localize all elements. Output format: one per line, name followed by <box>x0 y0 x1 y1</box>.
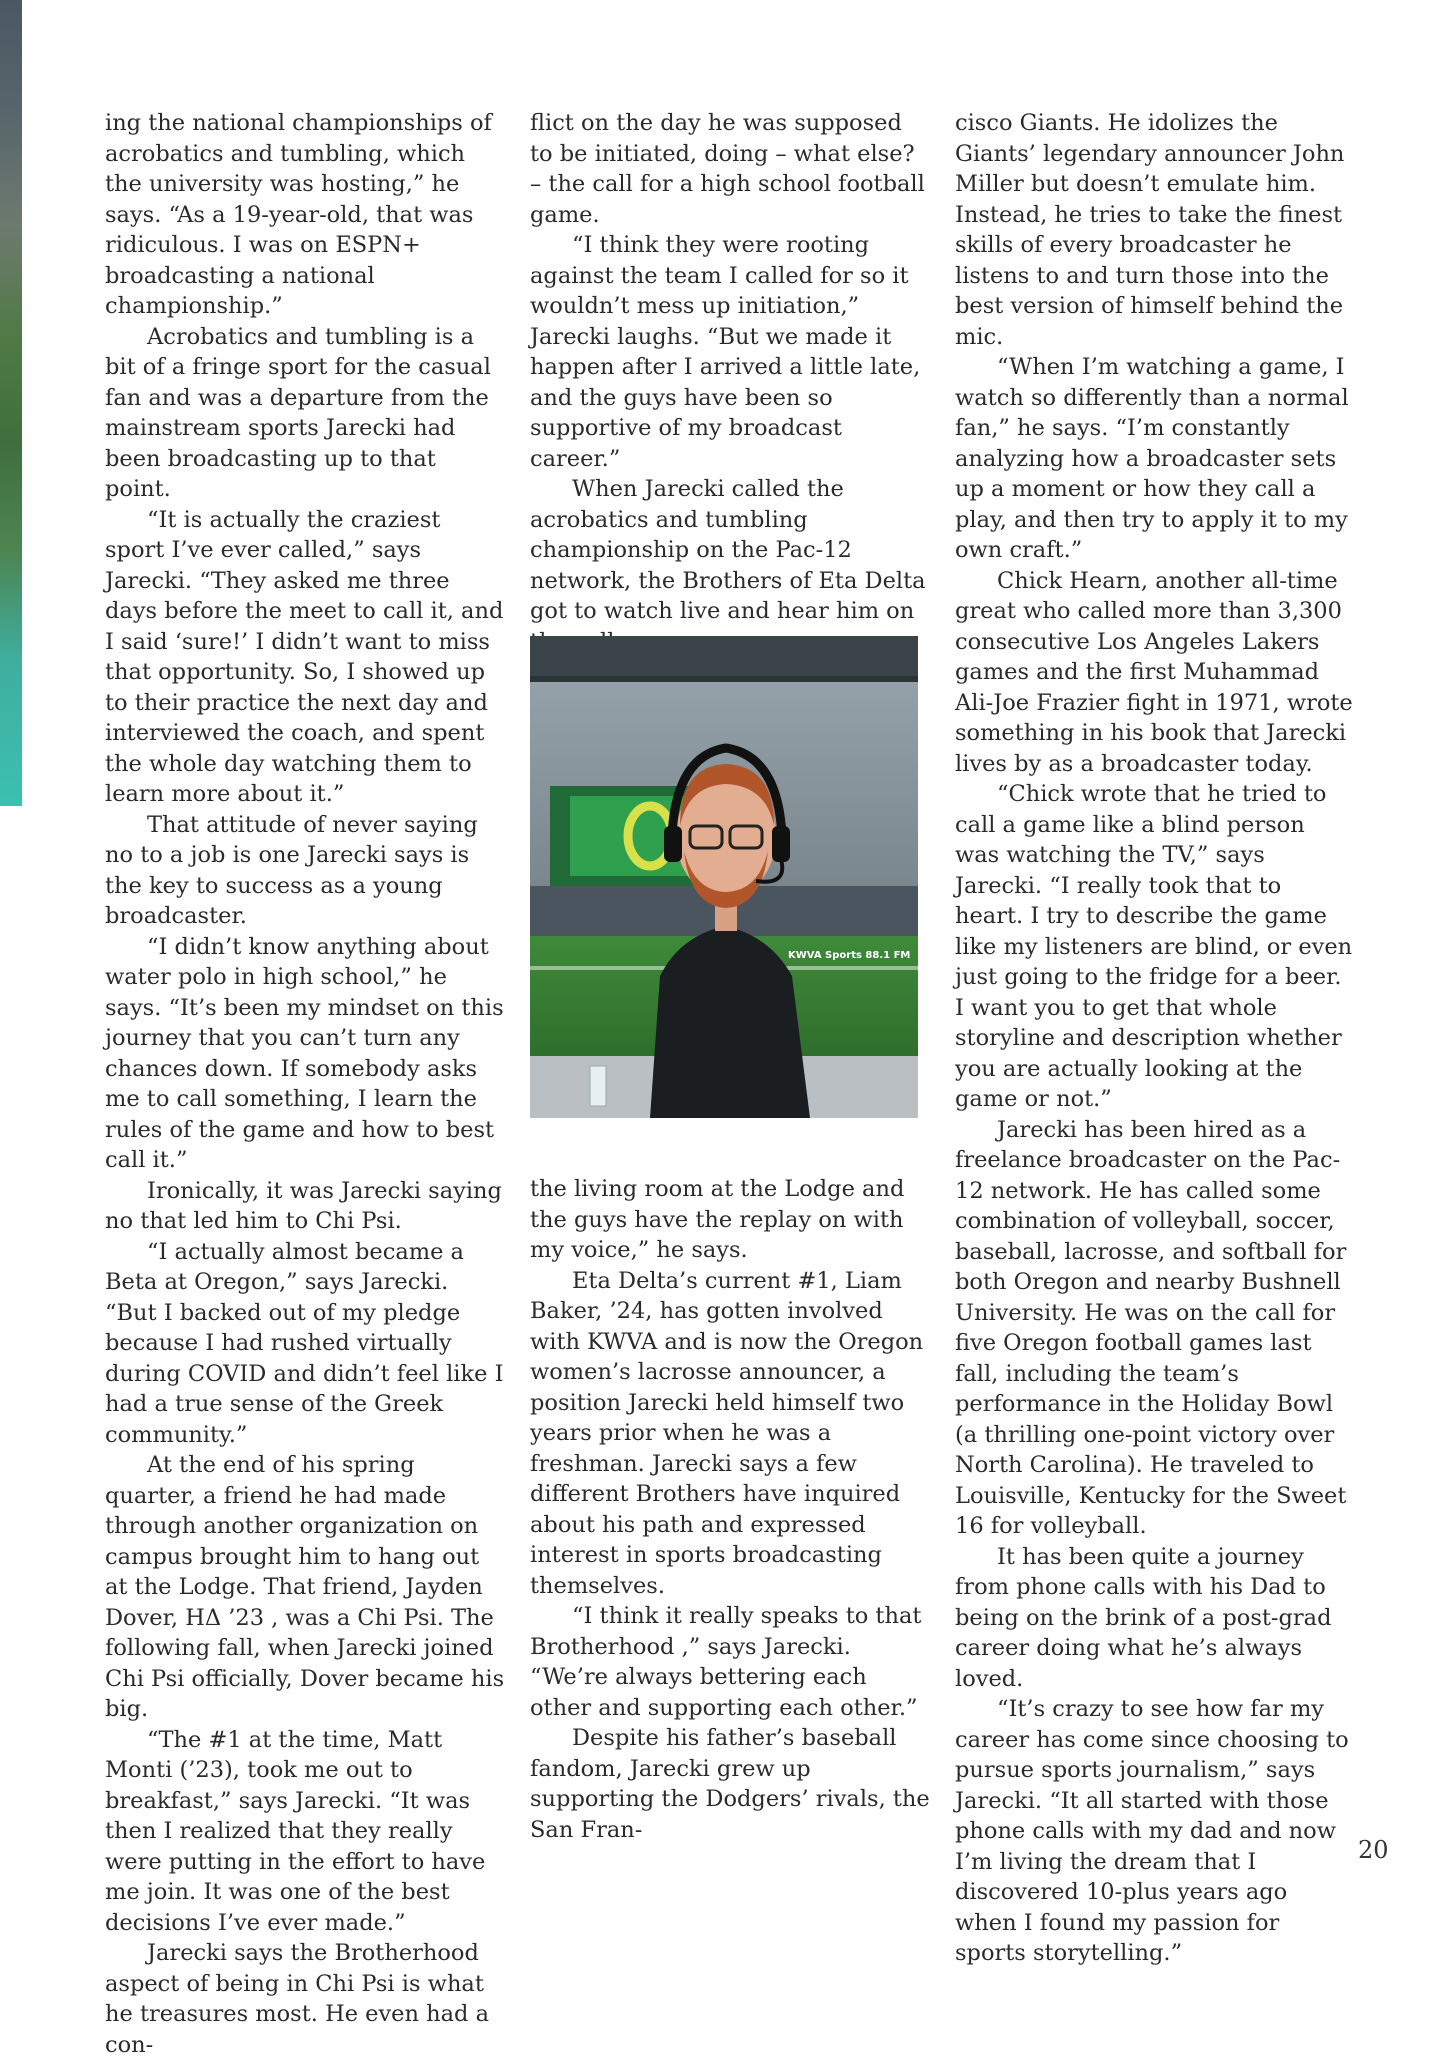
paragraph: cisco Giants. He idolizes the Giants’ legendary announcer John Miller but doesn’t emulate him. Instead, he tries to take the finest skills of every broadcaster he listens to and turn those into the best version of himself behind the mic. <box>955 110 1345 350</box>
paragraph: “I think they were rooting against the team I called for so it wouldn’t mess up initiation,” Jarecki laughs. “But we made it happen after I arrived a little late, and the guys have been so supportive of my broadcast career.” <box>530 232 921 472</box>
adjacent-page-photo <box>0 0 22 806</box>
paragraph: That attitude of never saying no to a job is one Jarecki says is the key to success as a young broadcaster. <box>105 811 478 929</box>
column-2-top <box>530 108 930 718</box>
broadcaster-illustration <box>530 636 918 1118</box>
paragraph: Chick Hearn, another all-time great who called more than 3,300 consecutive Los Angeles Lakers games and the first Muhammad Ali-Joe Frazier fight in 1971, wrote something in his book that Jarecki lives by as a broadcaster today. <box>955 567 1353 777</box>
paragraph: Jarecki has been hired as a freelance broadcaster on the Pac-12 network. He has called some combination of volleyball, soccer, baseball, lacrosse, and softball for both Oregon and nearby Bushnell University. He was on the call for five Oregon football games last fall, including the team’s performance in the Holiday Bowl (a thrilling one-point victory over North Carolina). He traveled to Louisville, Kentucky for the Sweet 16 for volleyball. <box>955 1116 1347 1539</box>
paragraph: “It’s crazy to see how far my career has come since choosing to pursue sports journalism,” says Jarecki. “It all started with those phone calls with my dad and now I’m living the dream that I discovered 10-plus years ago when I found my passion for sports storytelling.” <box>955 1696 1349 1966</box>
paragraph: “I think it really speaks to that Brotherhood ,” says Jarecki. “We’re always bettering each other and supporting each other.” <box>530 1603 922 1721</box>
paragraph: Eta Delta’s current #1, Liam Baker, ’24, has gotten involved with KWVA and is now the Oregon women’s lacrosse announcer, a position Jarecki held himself two years prior when he was a freshman. Jarecki says a few different Brothers have inquired about his path and expressed interest in sports broadcasting themselves. <box>530 1267 924 1599</box>
paragraph: ing the national championships of acrobatics and tumbling, which the university was hosting,” he says. “As a 19-year-old, that was ridiculous. I was on ESPN+ broadcasting a national championship.” <box>105 110 492 319</box>
broadcaster-photo <box>530 636 918 1118</box>
paragraph: “The #1 at the time, Matt Monti (’23), took me out to breakfast,” says Jarecki. “It was then I realized that they really were putting in the effort to have me join. It was one of the best decisions I’ve ever made.” <box>105 1726 486 1936</box>
paragraph: When Jarecki called the acrobatics and tumbling championship on the Pac-12 network, the Brothers of Eta Delta got to watch live and hear him on <box>530 476 926 624</box>
paragraph: Ironically, it was Jarecki saying no that led him to Chi Psi. <box>105 1177 502 1234</box>
paragraph: “Chick wrote that he tried to call a game like a blind person was watching the TV,” says Jarecki. “I really took that to heart. I try to describe the game like my listeners are blind, or even just going to the fridge for a beer. I want you to get that whole storyline and description whether you are actually looking at the game or not.” <box>955 781 1353 1112</box>
paragraph: Jarecki says the Brotherhood aspect of being in Chi Psi is what he treasures most. He even had a con- <box>105 1940 490 2058</box>
page-number: 20 <box>1358 1836 1389 1864</box>
paragraph: the living room at the Lodge and the guys have the replay on with my voice,” he says. <box>530 1176 905 1263</box>
paragraph: “I didn’t know anything about water polo in high school,” he says. “It’s been my mindset on this journey that you can’t turn any chances down. If somebody asks me to call something, I learn the rules of the game and how to best call it.” <box>105 933 504 1173</box>
paragraph: Despite his father’s baseball fandom, Jarecki grew up supporting the Dodgers’ rivals, the San Fran- <box>530 1725 930 1843</box>
paragraph: “It is actually the craziest sport I’ve ever called,” says Jarecki. “They asked me three days before the meet to call it, and I said ‘sure!’ I didn’t want to miss that opportunity. So, I showed up to their practice the next day and interviewed the coach, and spent the whole day watching them to learn more about it.” <box>105 506 504 807</box>
paragraph: “I actually almost became a Beta at Oregon,” says Jarecki. “But I backed out of my pledge because I had rushed virtually during COVID and didn’t feel like I had a true sense of the Greek community.” <box>105 1238 504 1448</box>
jacket-logo-text: KWVA Sports 88.1 FM <box>788 950 911 961</box>
paragraph: Acrobatics and tumbling is a bit of a fringe sport for the casual fan and was a departure from the mainstream sports Jarecki had been broadcasting up to that point. <box>105 323 491 502</box>
paragraph: flict on the day he was supposed to be initiated, doing – what else? – the call for a high school football game. <box>530 110 925 228</box>
column-1 <box>105 108 505 2060</box>
paragraph: At the end of his spring quarter, a friend he had made through another organization on campus brought him to hang out at the Lodge. That friend, Jayden Dover, HΔ ’23 , was a Chi Psi. The following fall, when Jarecki joined Chi Psi officially, Dover became his big. <box>105 1452 505 1722</box>
column-3 <box>955 108 1355 1969</box>
column-2-bottom <box>530 1174 930 1845</box>
paragraph: It has been quite a journey from phone calls with his Dad to being on the brink of a post-grad career doing what he’s always loved. <box>955 1543 1332 1692</box>
paragraph: “When I’m watching a game, I watch so differently than a normal fan,” he says. “I’m constantly analyzing how a broadcaster sets up a moment or how they call a play, and then try to apply it to my own craft.” <box>955 354 1349 563</box>
